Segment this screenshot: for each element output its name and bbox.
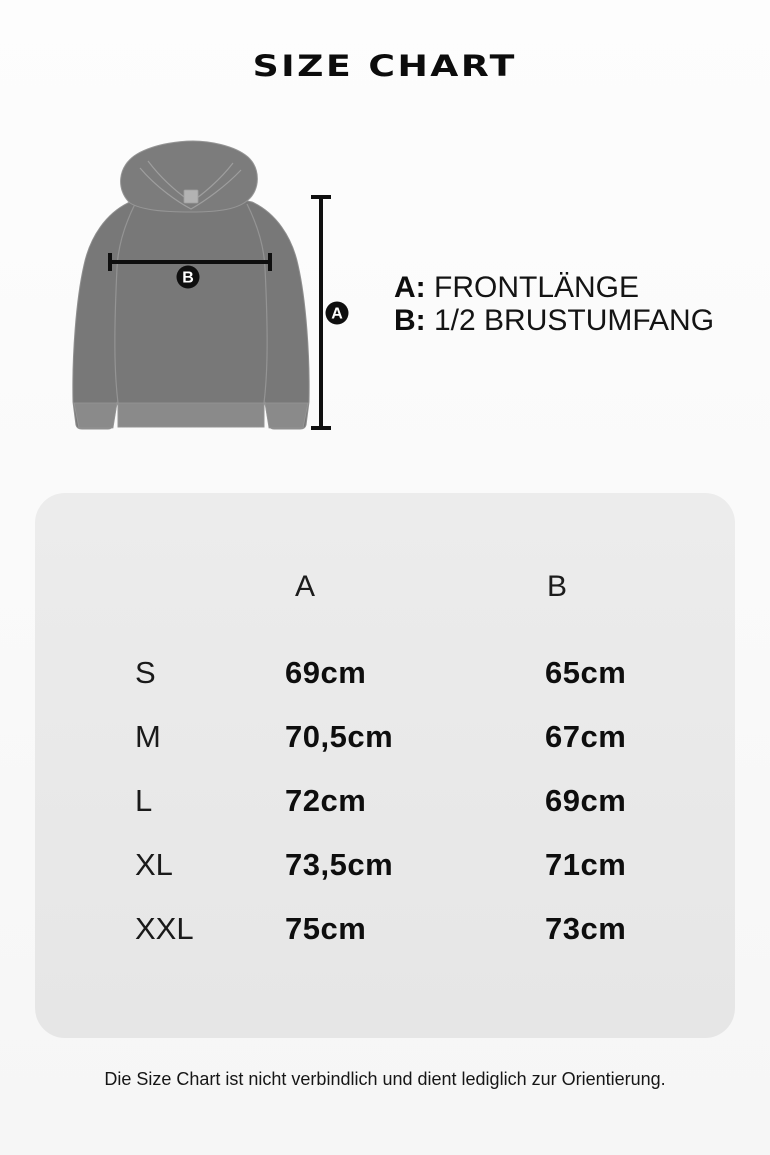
measurement-b-value: 67cm	[545, 719, 627, 754]
size-label: XXL	[135, 911, 194, 946]
table-row-xxl	[35, 897, 735, 961]
measurement-a-value: 72cm	[285, 783, 367, 818]
measurement-b-value: 71cm	[545, 847, 627, 882]
legend-key-b: B:	[394, 304, 426, 337]
legend-label-a: FRONTLÄNGE	[434, 271, 640, 304]
marker-b-badge	[177, 266, 200, 289]
column-header-b: B	[547, 570, 568, 603]
size-label: S	[135, 655, 156, 690]
size-label: M	[135, 719, 161, 754]
svg-text:B: B	[182, 269, 194, 287]
size-label: L	[135, 783, 153, 818]
measurement-a-value: 69cm	[285, 655, 367, 690]
measurement-legend	[394, 271, 714, 337]
measurement-b-value: 69cm	[545, 783, 627, 818]
legend-line-b	[394, 304, 714, 337]
measurement-a-value: 73,5cm	[285, 847, 394, 882]
table-row-l	[35, 769, 735, 833]
table-header-row	[35, 555, 735, 619]
svg-text:A: A	[331, 305, 343, 323]
size-table-panel	[35, 493, 735, 1038]
legend-line-a	[394, 271, 714, 304]
hoodie-measurement-diagram	[60, 140, 380, 470]
measurement-b-value: 73cm	[545, 911, 627, 946]
measurement-b-value: 65cm	[545, 655, 627, 690]
disclaimer-text: Die Size Chart ist nicht verbindlich und dient lediglich zur Orientierung.	[104, 1069, 666, 1089]
hoodie-cuff-left	[74, 403, 117, 428]
measurement-a-value: 70,5cm	[285, 719, 394, 754]
hoodie-waistband	[118, 403, 264, 427]
hoodie-cuff-right	[265, 403, 308, 428]
table-row-s	[35, 641, 735, 705]
table-row-xl	[35, 833, 735, 897]
measurement-a-value: 75cm	[285, 911, 367, 946]
page-title: SIZE CHART	[252, 49, 518, 83]
neck-tag	[184, 190, 198, 203]
legend-key-a: A:	[394, 271, 426, 304]
legend-label-b: 1/2 BRUSTUMFANG	[434, 304, 715, 337]
size-label: XL	[135, 847, 173, 882]
marker-a-badge	[326, 302, 349, 325]
column-header-a: A	[295, 570, 316, 603]
table-row-m	[35, 705, 735, 769]
